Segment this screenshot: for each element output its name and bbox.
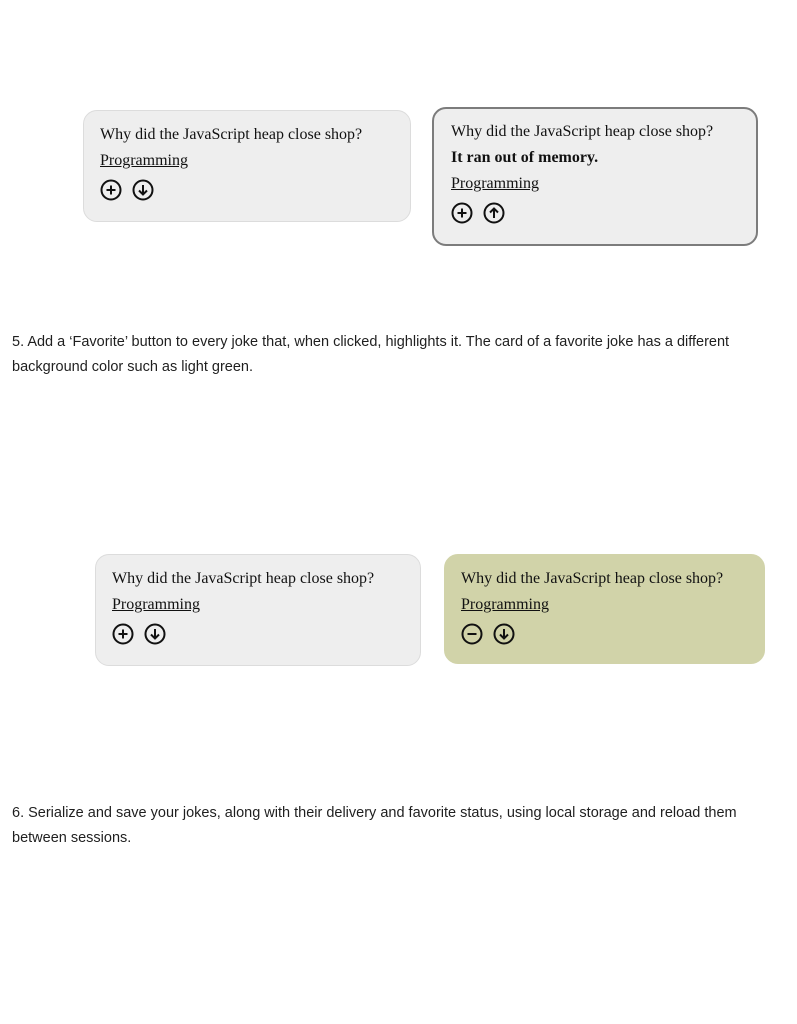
plus-circle-icon[interactable] bbox=[451, 202, 473, 224]
joke-setup: Why did the JavaScript heap close shop? bbox=[100, 126, 363, 143]
instruction-5: 5. Add a ‘Favorite’ button to every joke that, when clicked, highlights it. The card of a favorite joke has a different background color such as light green. bbox=[12, 334, 730, 375]
instruction-6: 6. Serialize and save your jokes, along with their delivery and favorite status, using local storage and reload them between sessions. bbox=[12, 805, 737, 846]
joke-setup: Why did the JavaScript heap close shop? bbox=[461, 570, 724, 587]
joke-category-link[interactable]: Programming bbox=[100, 152, 188, 169]
minus-circle-icon[interactable] bbox=[461, 623, 483, 645]
joke-actions bbox=[112, 623, 404, 645]
joke-category-link[interactable]: Programming bbox=[461, 596, 549, 613]
arrow-down-circle-icon[interactable] bbox=[132, 179, 154, 201]
joke-card bbox=[83, 110, 411, 222]
arrow-down-circle-icon[interactable] bbox=[493, 623, 515, 645]
joke-setup: Why did the JavaScript heap close shop? bbox=[451, 123, 714, 140]
joke-category-link[interactable]: Programming bbox=[451, 175, 539, 192]
joke-actions bbox=[451, 202, 739, 224]
joke-delivery: It ran out of memory. bbox=[451, 149, 599, 166]
joke-actions bbox=[461, 623, 748, 645]
joke-card bbox=[95, 554, 421, 666]
joke-category-link[interactable]: Programming bbox=[112, 596, 200, 613]
plus-circle-icon[interactable] bbox=[100, 179, 122, 201]
plus-circle-icon[interactable] bbox=[112, 623, 134, 645]
joke-setup: Why did the JavaScript heap close shop? bbox=[112, 570, 375, 587]
joke-actions bbox=[100, 179, 394, 201]
joke-card-favorite bbox=[444, 554, 765, 664]
arrow-up-circle-icon[interactable] bbox=[483, 202, 505, 224]
arrow-down-circle-icon[interactable] bbox=[144, 623, 166, 645]
joke-card-expanded bbox=[432, 107, 758, 246]
